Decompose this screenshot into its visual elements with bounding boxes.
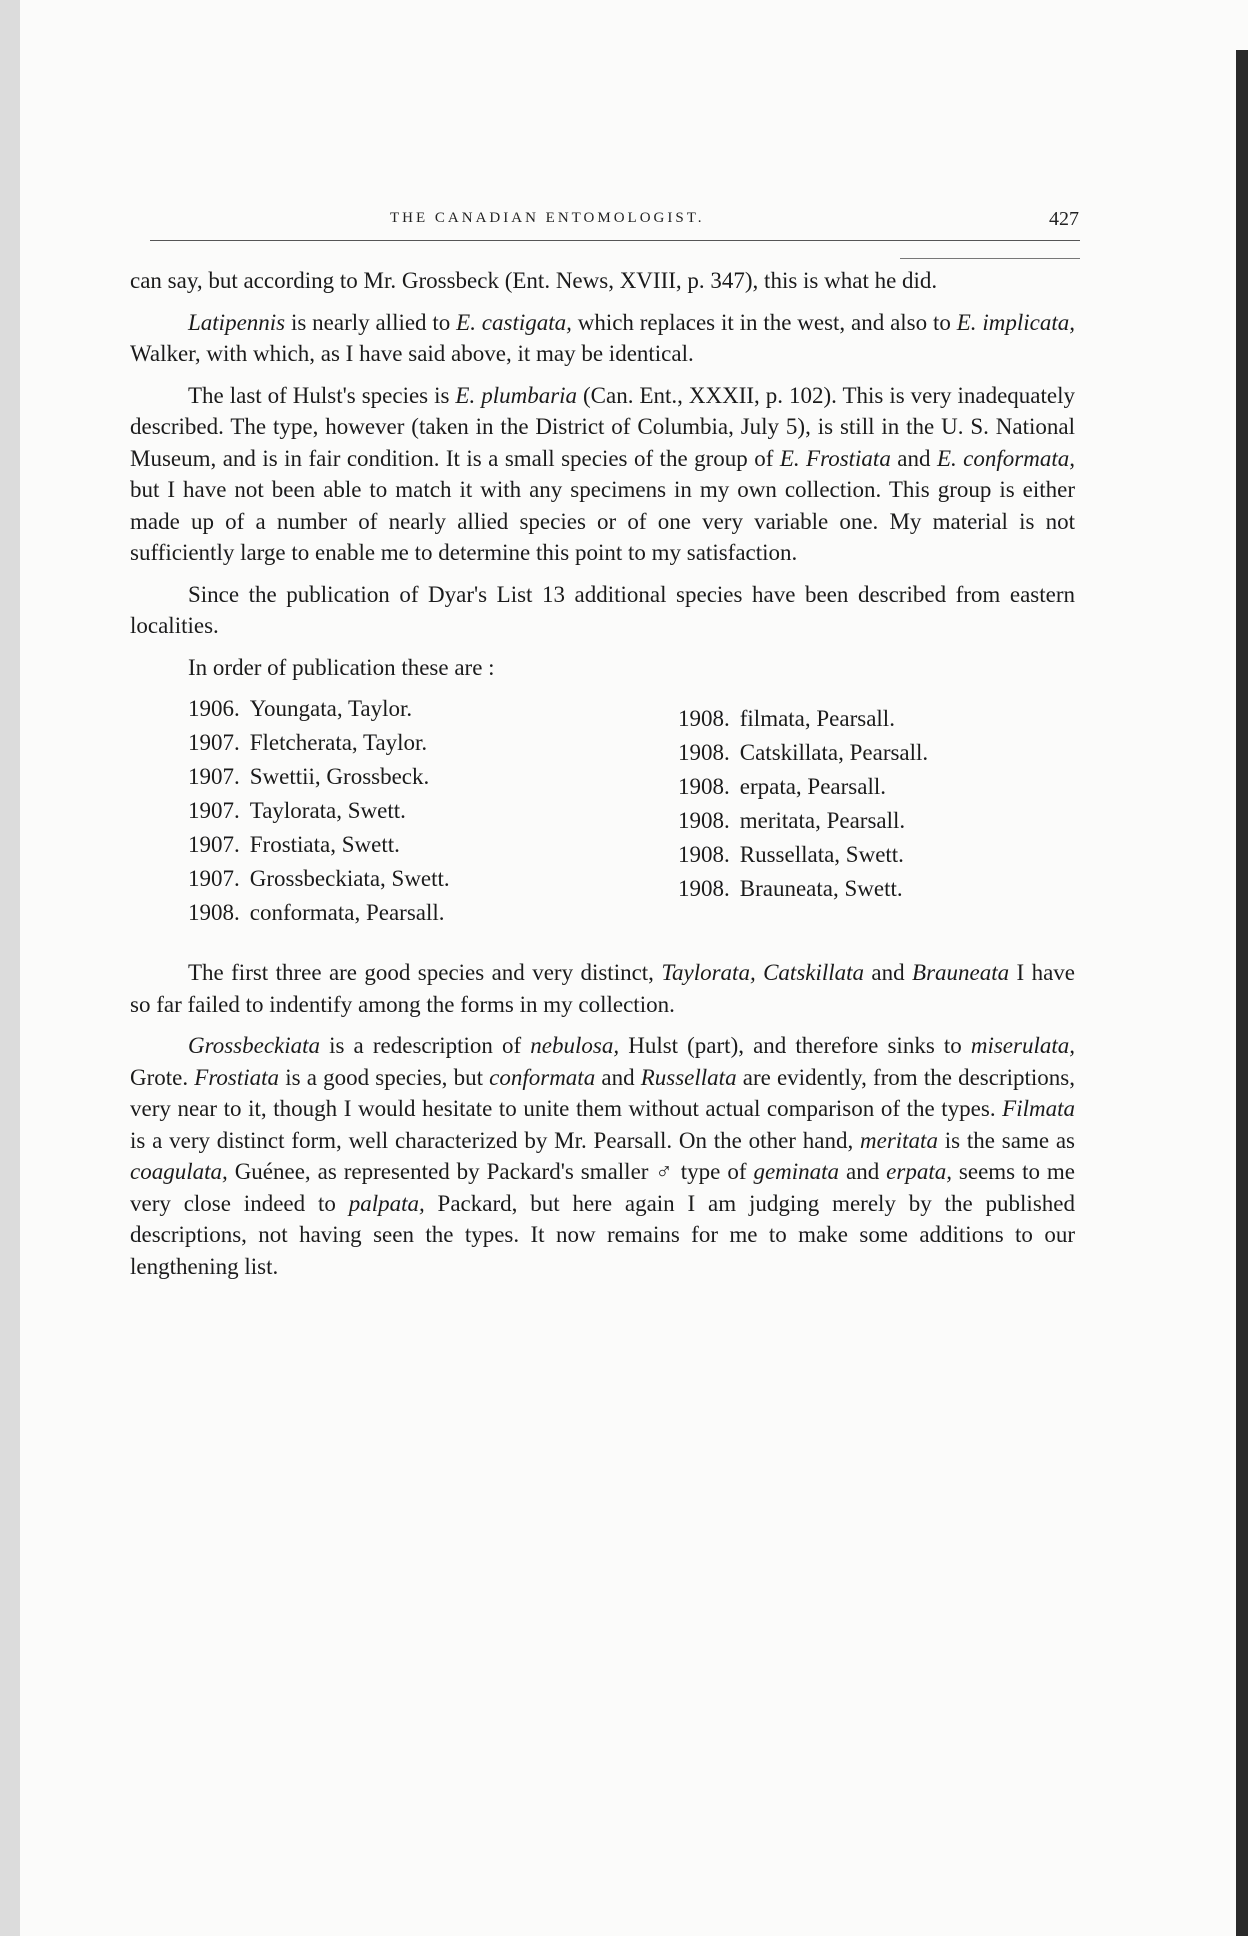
species-name: Brauneata [912, 960, 1010, 985]
text-run: are evidently, from the descriptions, very near to it, though I would hesitate to unite them without actual comparison of the types. [130, 1064, 1076, 1121]
text-run: is a good species, but [279, 1064, 490, 1090]
list-species: Fletcherata, Taylor. [249, 730, 428, 755]
page-edge [1236, 50, 1248, 1936]
text-run: Grote. [130, 1064, 195, 1090]
list-species: filmata, Pearsall. [739, 706, 895, 731]
list-year: 1906. [188, 696, 240, 721]
species-name: nebulosa, [530, 1033, 620, 1058]
species-list-right [678, 703, 928, 907]
list-year: 1908. [678, 876, 730, 901]
species-name: Frostiata [194, 1064, 280, 1090]
list-year: 1907. [188, 866, 240, 891]
list-item [678, 839, 928, 873]
header-rule-short [900, 258, 1080, 259]
text-run: Hulst (part), and therefore sinks to [619, 1033, 971, 1058]
list-species: Russellata, Swett. [739, 842, 904, 867]
list-year: 1907. [188, 764, 240, 789]
species-name: palpata, [348, 1190, 425, 1216]
list-species: Grossbeckiata, Swett. [249, 866, 450, 891]
species-name: miserulata, [970, 1033, 1075, 1058]
species-name: geminata [753, 1159, 840, 1184]
list-species: Catskillata, Pearsall. [739, 740, 929, 765]
paragraph-1: can say, but according to Mr. Grossbeck (Ent. News, XVIII, p. 347), this is what he did. [130, 268, 938, 293]
text-run: is nearly allied to [285, 309, 457, 335]
text-run: and [839, 1159, 887, 1184]
list-species: Youngata, Taylor. [249, 696, 413, 721]
species-name: coagulata, [130, 1159, 228, 1184]
species-name: Russellata [640, 1064, 737, 1090]
text-run: is the same as [937, 1127, 1076, 1153]
article-body [130, 265, 1075, 1292]
species-list [130, 693, 1075, 943]
text-run: The first three are good species and very distinct, [188, 960, 662, 985]
text-run: I have so far failed to indentify among the forms in my collection. [130, 960, 1076, 1017]
list-year: 1907. [188, 798, 240, 823]
species-name: Taylorata, Catskillata [661, 960, 865, 985]
text-run: seems to me very close indeed to [130, 1159, 1076, 1216]
species-name: E. Frostiata [779, 445, 891, 471]
running-title: THE CANADIAN ENTOMOLOGIST. [390, 210, 705, 226]
list-year: 1908. [678, 842, 730, 867]
text-run: is a redescription of [320, 1033, 531, 1058]
list-species: erpata, Pearsall. [739, 774, 886, 799]
list-species: Swettii, Grossbeck. [249, 764, 430, 789]
text-run: is a very distinct form, well characterized by Mr. Pearsall. On the other hand, [130, 1127, 860, 1153]
text-run: but I have not been able to match it with any specimens in my own collection. This group is either made up of a number of nearly allied species or of one very variable one. My material is not sufficiently large to enable me to determine this point to my satisfaction. [130, 477, 1075, 565]
species-name: conformata [489, 1064, 596, 1090]
species-name: E. implicata, [956, 309, 1075, 335]
list-species: Taylorata, Swett. [249, 798, 406, 823]
paragraph-4: Since the publication of Dyar's List 13 additional species have been described from eastern localities. [130, 581, 1075, 638]
list-year: 1907. [188, 832, 240, 857]
list-year: 1908. [678, 740, 730, 765]
list-item [188, 897, 450, 931]
species-name: erpata, [886, 1159, 952, 1184]
paragraph-2 [130, 307, 1075, 370]
list-species: Brauneata, Swett. [739, 876, 903, 901]
species-name: E. plumbaria [455, 382, 578, 408]
paragraph-7 [130, 1030, 1075, 1282]
list-item [678, 873, 928, 907]
list-year: 1908. [188, 900, 240, 925]
species-name: Filmata [1002, 1096, 1075, 1121]
list-species: conformata, Pearsall. [249, 900, 445, 925]
header-rule [150, 240, 1080, 241]
paragraph-3 [130, 380, 1075, 569]
species-name: meritata [860, 1127, 938, 1153]
species-name: Grossbeckiata [188, 1033, 321, 1058]
list-item [678, 703, 928, 737]
list-item [188, 693, 450, 727]
text-run: (Can. Ent., XXXII, p. 102). This is very inadequately described. The type, however (taken in the District of Columbia, July 5), is still in the U. S. National Museum, and is in fair condition. It is a small species of the group of [130, 382, 1075, 471]
list-item [188, 795, 450, 829]
species-name: E. conformata, [936, 445, 1075, 471]
list-item [188, 727, 450, 761]
list-species: meritata, Pearsall. [739, 808, 906, 833]
text-run: Packard, but here again I am judging merely by the published descriptions, not having seen the types. It now remains for me to make some additions to our lengthening list. [130, 1190, 1075, 1279]
text-run: The last of Hulst's species is [188, 382, 456, 408]
list-item [678, 805, 928, 839]
list-year: 1908. [678, 774, 730, 799]
list-species: Frostiata, Swett. [249, 832, 400, 857]
text-run: which replaces it in the west, and also to [571, 309, 957, 335]
paragraph-5: In order of publication these are : [188, 654, 495, 680]
page-header [150, 206, 1085, 236]
text-run: and [890, 445, 937, 471]
text-run: Walker, with which, as I have said above, it may be identical. [130, 341, 694, 366]
paragraph-6 [130, 957, 1075, 1020]
page-number: 427 [1049, 208, 1079, 230]
text-run: Guénee, as represented by Packard's smaller ♂ type of [227, 1159, 754, 1184]
list-year: 1907. [188, 730, 240, 755]
species-name: Latipennis [188, 309, 286, 335]
list-year: 1908. [678, 706, 730, 731]
text-run: and [595, 1064, 641, 1090]
species-list-left [188, 693, 450, 931]
list-item [188, 863, 450, 897]
list-item [678, 737, 928, 771]
list-year: 1908. [678, 808, 730, 833]
species-name: E. castigata, [456, 309, 572, 335]
list-item [188, 761, 450, 795]
text-run: and [864, 960, 913, 985]
list-item [678, 771, 928, 805]
list-item [188, 829, 450, 863]
